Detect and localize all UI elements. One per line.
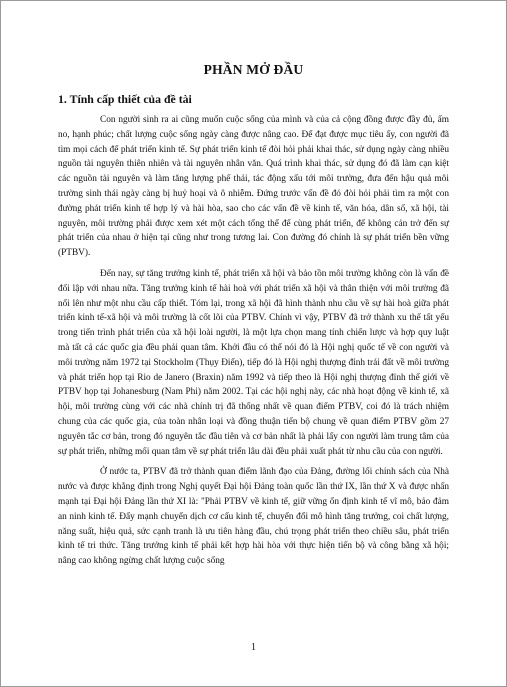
document-page [58, 58, 449, 575]
paragraph-2: Đến nay, sự tăng trưởng kinh tế, phát triển xã hội và bảo tồn môi trường không còn là vấn đề đối lập với nhau nữa. Tăng trưởng kinh tế hài hoà với phát triển xã hội và thân thiện với môi trường đã nổi lên như một nhu cầu cấp thiết. Tóm lại, trong xã hội đã hình thành nhu cầu về sự hài hoà giữa phát triển kinh tế-xã hội và môi trường là cốt lõi của PTBV. Chính vì vậy, PTBV đã trở thành xu thế tất yếu trong tiến trình phát triển của xã hội loài người, là một lựa chọn mang tính chiến lược và hợp quy luật mà tất cả các quốc gia đều phải quan tâm. Khởi đầu có thể nói đó là Hội nghị quốc tế về con người và môi trường năm 1972 tại Stockholm (Thụy Điển), tiếp đó là Hội nghị thượng đỉnh trái đất về môi trường và phát triển họp tại Rio de Janero (Braxin) năm 1992 và tiếp theo là Hội nghị thượng đỉnh thế giới về PTBV họp tại Johanesburg (Nam Phi) năm 2002. Tại các hội nghị này, các nhà hoạt động về kinh tế, xã hội, môi trường cùng với các nhà chính trị đã thống nhất về quan điểm PTBV, coi đó là trách nhiệm chung của các quốc gia, của toàn nhân loại và đồng thuận tiến bộ chung về quan điểm PTBV gồm 27 nguyên tắc cơ bản, trong đó nguyên tắc đầu tiên và cơ bản nhất là phải lấy con người làm trung tâm của sự phát triển, những mối quan tâm về sự phát triển lâu dài đều phải xuất phát từ nhu cầu của con người. [58, 268, 449, 457]
paragraph-3: Ở nước ta, PTBV đã trở thành quan điểm lãnh đạo của Đảng, đường lối chính sách của Nhà nước và được khẳng định trong Nghị quyết Đại hội Đảng toàn quốc lần thứ IX, lần thứ X và được nhấn mạnh tại Đại hội Đảng lần thứ XI là: "Phải PTBV về kinh tế, giữ vững ổn định kinh tế vĩ mô, bảo đảm an ninh kinh tế. Đẩy mạnh chuyển dịch cơ cấu kinh tế, chuyển đổi mô hình tăng trưởng, coi chất lượng, năng suất, hiệu quả, sức cạnh tranh là ưu tiên hàng đầu, chú trọng phát triển theo chiều sâu, phát triển kinh tế tri thức. Tăng trưởng kinh tế phải kết hợp hài hòa với thực hiện tiến bộ và công bằng xã hội; nâng cao không ngừng chất lượng cuộc sống [58, 467, 449, 567]
document-title: PHẦN MỞ ĐẦU [203, 62, 304, 77]
paragraph-1: Con người sinh ra ai cũng muốn cuộc sống của mình và của cả cộng đồng được đầy đủ, ấm no, hạnh phúc; chất lượng cuộc sống ngày càng được nâng cao. Để đạt được mục tiêu ấy, con người đã tìm mọi cách để phát triển kinh tế. Sự phát triển kinh tế đòi hỏi phải khai thác, sử dụng ngày càng nhiều nguồn tài nguyên thiên nhiên và tài nguyên nhân văn. Quá trình khai thác, sử dụng đó đã làm cạn kiệt các nguồn tài nguyên và làm tăng lượng phế thải, tác động xấu tới môi trường, đưa đến hậu quả môi trường sinh thái ngày càng bị huỷ hoại và ô nhiễm. Đứng trước vấn đề đó đòi hỏi phải tìm ra một con đường phát triển kinh tế hợp lý và hài hòa, sao cho các vấn đề về kinh tế, văn hóa, dân số, xã hội, tài nguyên, môi trường phải được xem xét một cách tổng thể để cùng phát triển, để không cản trở đến sự phát triển của nhau ở hiện tại cũng như trong tương lai. Con đường đó chính là sự phát triển bền vững (PTBV). [58, 115, 449, 259]
page-number: 1 [251, 642, 256, 653]
section-heading: 1. Tính cấp thiết của đề tài [58, 92, 192, 106]
